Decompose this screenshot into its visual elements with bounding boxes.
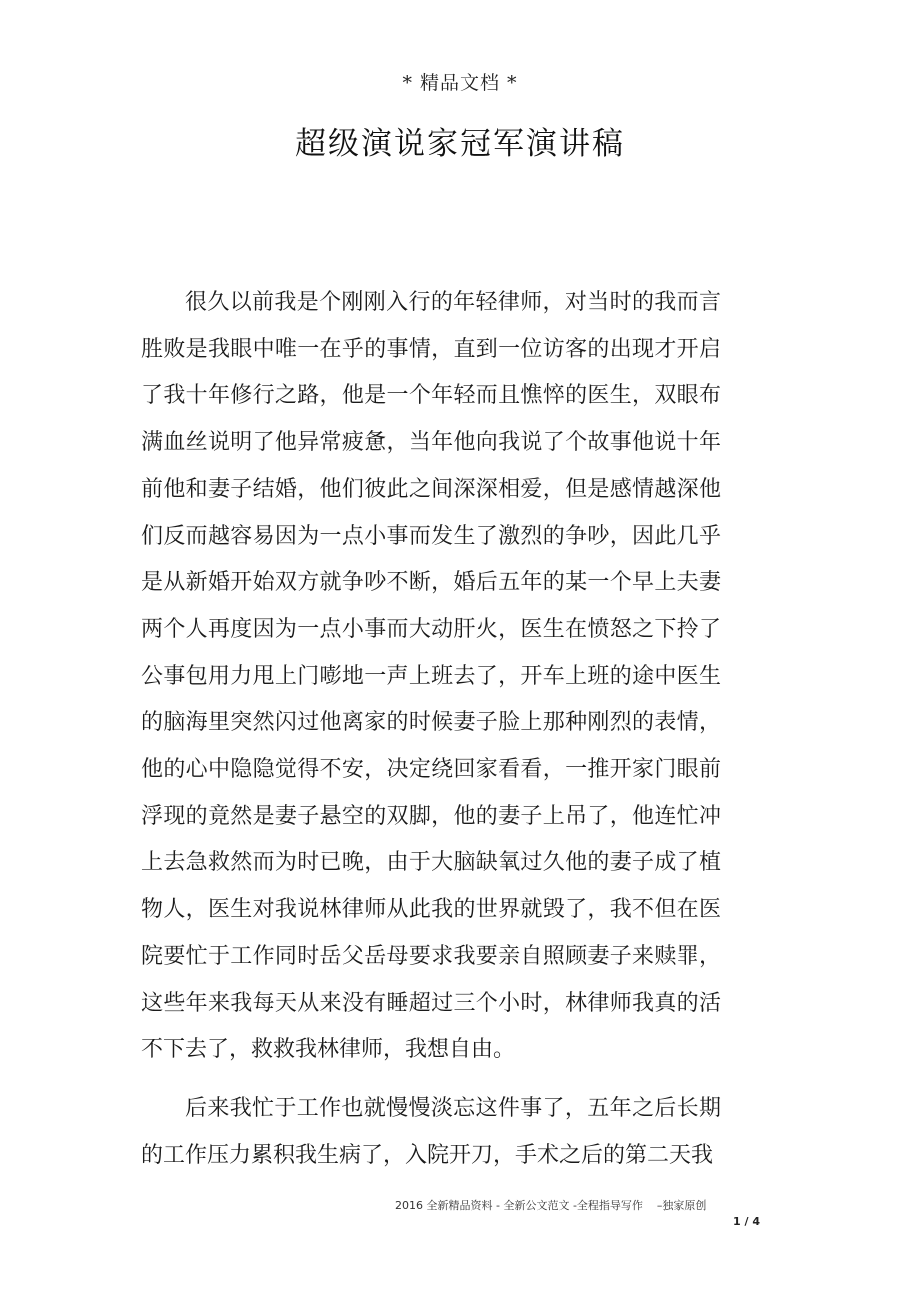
paragraph-2: 后来我忙于工作也就慢慢淡忘这件事了，五年之后长期的工作压力累积我生病了，入院开刀，手术之后的第二天我 <box>141 1095 721 1168</box>
document-body <box>141 280 721 1179</box>
footer-suffix: –独家原创 <box>656 1199 707 1212</box>
header-tag: * 精品文档 * <box>402 72 518 94</box>
paragraph-1: 很久以前我是个刚刚入行的年轻律师，对当时的我而言胜败是我眼中唯一在乎的事情，直到一位访客的出现才开启了我十年修行之路，他是一个年轻而且憔悴的医生，双眼布满血丝说明了他异常疲惫，当年他向我说了个故事他说十年前他和妻子结婚，他们彼此之间深深相爱，但是感情越深他们反而越容易因为一点小事而发生了激烈的争吵，因此几乎是从新婚开始双方就争吵不断，婚后五年的某一个早上夫妻两个人再度因为一点小事而大动肝火，医生在愤怒之下拎了公事包用力甩上门嘭地一声上班去了，开车上班的途中医生的脑海里突然闪过他离家的时候妻子脸上那种刚烈的表情，他的心中隐隐觉得不安，决定绕回家看看，一推开家门眼前浮现的竟然是妻子悬空的双脚，他的妻子上吊了，他连忙冲上去急救然而为时已晚，由于大脑缺氧过久他的妻子成了植物人，医生对我说林律师从此我的世界就毁了，我不但在医院要忙于工作同时岳父岳母要求我要亲自照顾妻子来赎罪，这些年来我每天从来没有睡超过三个小时，林律师我真的活不下去了，救救我林律师，我想自由。 <box>141 290 721 1063</box>
document-title: 超级演说家冠军演讲稿 <box>295 126 625 162</box>
page-number: 1 / 4 <box>733 1215 760 1228</box>
footer-note-text: 2016 全新精品资料 - 全新公文范文 -全程指导写作 <box>395 1199 643 1212</box>
footer-note <box>395 1197 706 1213</box>
